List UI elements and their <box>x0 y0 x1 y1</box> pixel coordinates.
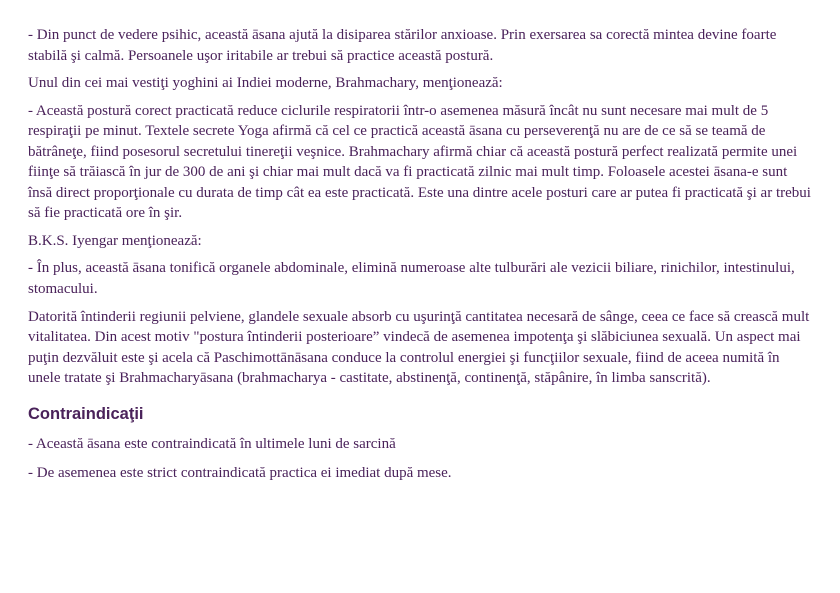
contraindication-after-meals: - De asemenea este strict contraindicată practica ei imediat după mese. <box>28 465 452 482</box>
document-content <box>28 25 812 484</box>
paragraph-brahmachary-quote: - Această postură corect practicată reduce ciclurile respiratorii într-o asemenea măsură încât nu sunt necesare mai mult de 5 respiraţii pe minut. Textele secrete Yoga afirmă că cel ce practică această āsana cu perseverenţă nu are de ce să se teamă de bătrâneţe, fiind posesorul secretului tinereţii veşnice. Brahmachary afirmă chiar că această postură perfect realizată permite unei fiinţe să trăiască în jur de 300 de ani şi chiar mai mult dacă va fi practicată zilnic mai mult timp. Foloasele acestei āsana-e sunt însă direct proporţionale cu durata de timp cât ea este practicată. Este una dintre acele posturi care ar putea fi practicată şi ar trebui să fie practicată ore în şir. <box>28 102 811 222</box>
paragraph-iyengar-quote: - În plus, această āsana tonifică organele abdominale, elimină numeroase alte tulburări ale vezicii biliare, rinichilor, intestinului, stomacului. <box>28 260 795 298</box>
contraindication-pregnancy: - Această āsana este contraindicată în ultimele luni de sarcină <box>28 435 396 452</box>
paragraph-pelvic-stretch: Datorită întinderii regiunii pelviene, glandele sexuale absorb cu uşurinţă cantitatea necesară de sânge, ceea ce face să crească mult vitalitatea. Din acest motiv "postura întinderii posterioare” vindecă de asemenea impotenţa şi slăbiciunea sexuală. Un aspect mai puţin dezvăluit este şi acela că Paschimottānāsana conduce la controlul energiei şi funcţiilor sexuale, fiind de aceea numită în unele tratate şi Brahmacharyāsana (brahmacharya - castitate, abstinenţă, continenţă, stăpânire, în limba sanscrită). <box>28 308 810 387</box>
contraindications-heading: Contraindicaţii <box>28 404 144 423</box>
paragraph-brahmachary-intro: Unul din cei mai vestiţi yoghini ai Indiei moderne, Brahmachary, menţionează: <box>28 75 503 92</box>
paragraph-iyengar-intro: B.K.S. Iyengar menţionează: <box>28 232 202 249</box>
paragraph-psychic-benefits: - Din punct de vedere psihic, această āsana ajută la disiparea stărilor anxioase. Prin exersarea sa corectă mintea devine foarte stabilă şi calmă. Persoanele uşor iritabile ar trebui să practice această postură. <box>28 27 777 64</box>
